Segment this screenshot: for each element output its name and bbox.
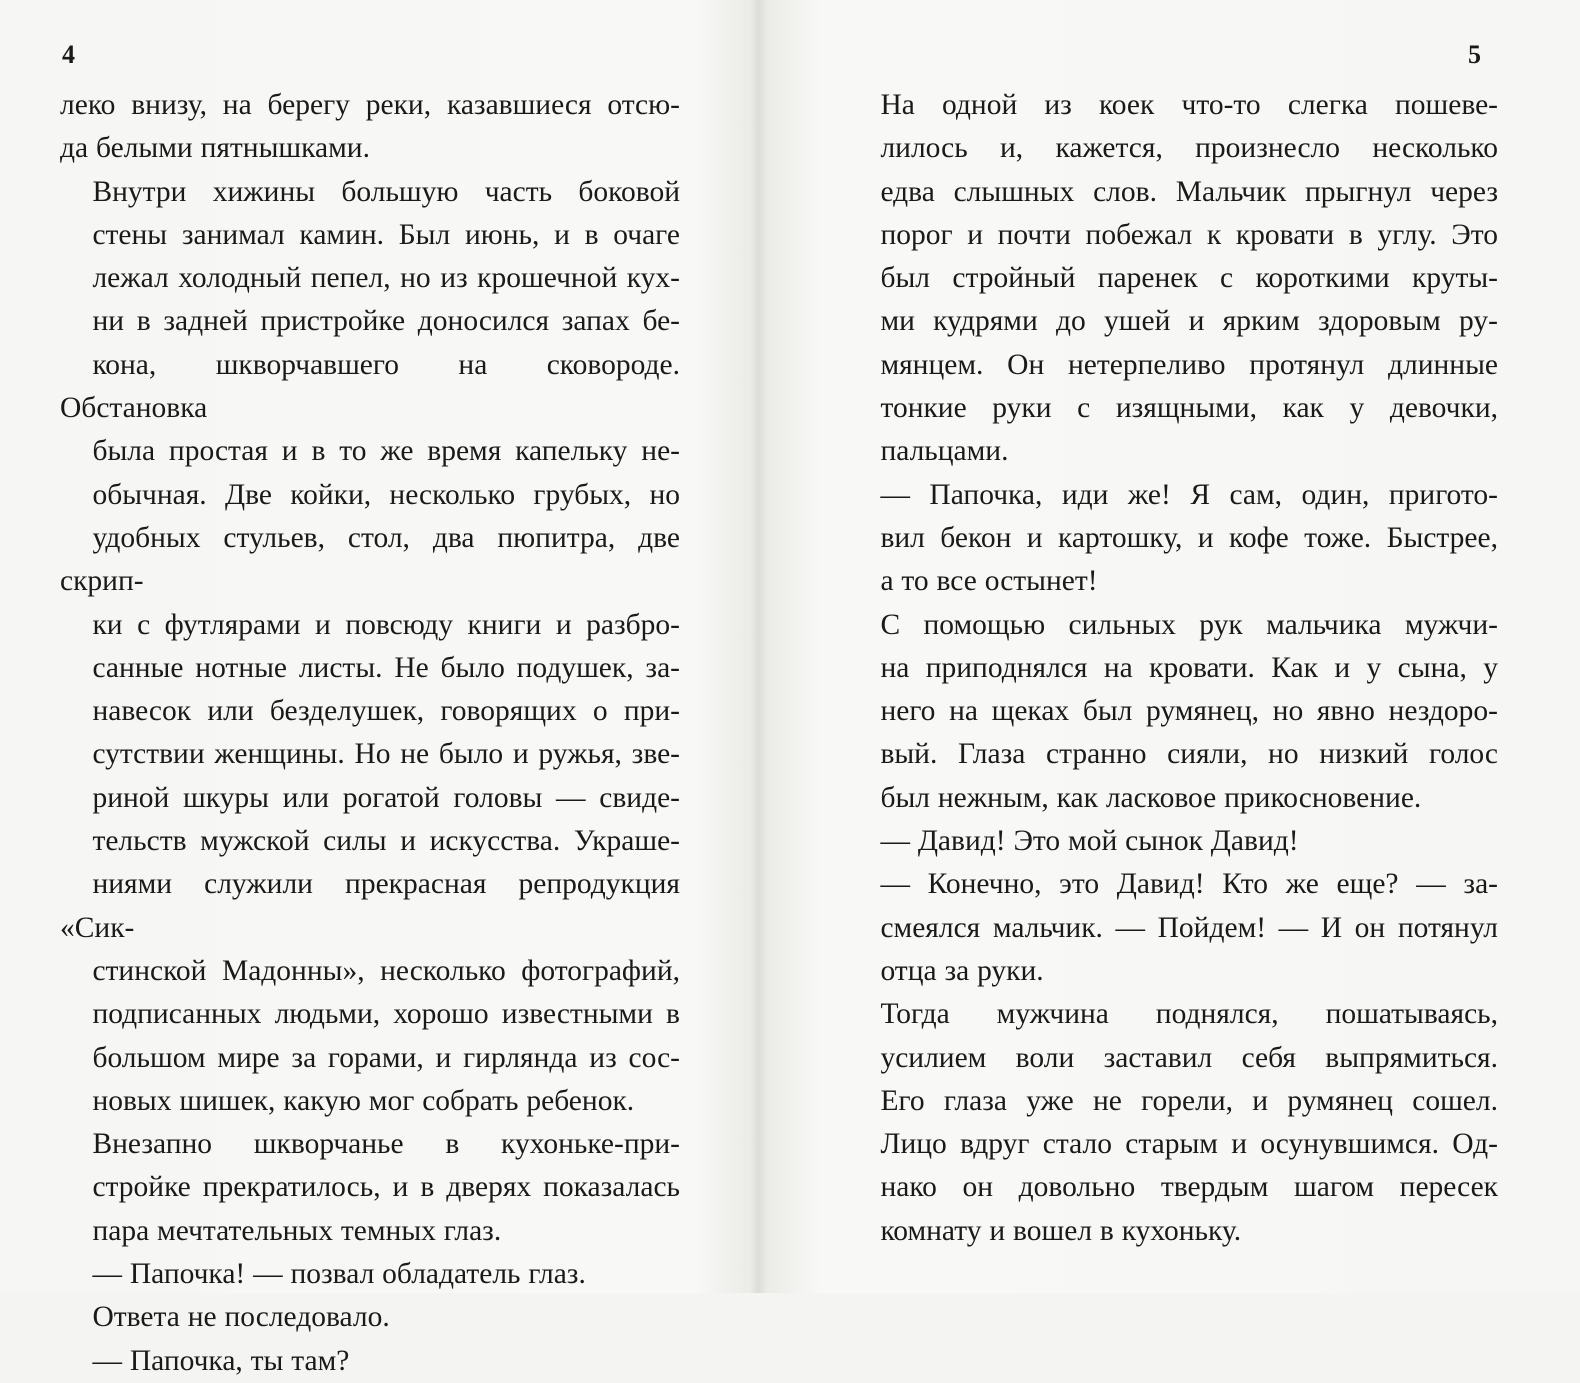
text-line: мянцем. Он нетерпеливо протянул длинные: [880, 348, 1498, 381]
text-line: лежал холодный пепел, но из крошечной кух-: [92, 262, 680, 295]
text-line: Внезапно шкворчанье в кухоньке-при-: [92, 1128, 680, 1161]
text-line: сутствии женщины. Но не было и ружья, зве-: [92, 738, 680, 771]
text-line: ни в задней пристройке доносился запах бе-: [92, 305, 680, 338]
paragraph: [848, 474, 1498, 604]
text-line: С помощью сильных рук мальчика мужчи-: [880, 608, 1498, 641]
paragraph: [848, 820, 1498, 863]
text-line: него на щеках был румянец, но явно нездоро-: [880, 695, 1498, 728]
text-line: — Конечно, это Давид! Кто же еще? — за-: [880, 868, 1498, 901]
paragraph: [848, 863, 1498, 993]
right-page: [800, 0, 1580, 1293]
paragraph: [60, 1340, 680, 1383]
text-line: а то все остынет!: [880, 565, 1098, 598]
paragraph: [60, 1123, 680, 1253]
paragraph: [848, 84, 1498, 474]
text-line: ки с футлярами и повсюду книги и разбро-: [92, 608, 680, 641]
text-line: вил бекон и картошку, и кофе тоже. Быстрее,: [880, 521, 1498, 554]
text-line: вый. Глаза странно сияли, но низкий голос: [880, 738, 1498, 771]
text-line: стены занимал камин. Был июнь, и в очаге: [92, 218, 680, 251]
text-line: был стройный паренек с короткими круты-: [880, 262, 1498, 295]
text-line: ниями служили прекрасная репродукция «Сик-: [60, 868, 680, 944]
text-line: — Папочка, ты там?: [92, 1344, 350, 1377]
text-line: новых шишек, какую мог собрать ребенок.: [92, 1084, 635, 1117]
text-line: стинской Мадонны», несколько фотографий,: [92, 954, 680, 987]
page-number: 4: [62, 40, 75, 69]
text-line: — Папочка! — позвал обладатель глаз.: [92, 1258, 586, 1291]
text-line: отца за руки.: [880, 954, 1044, 987]
text-line: удобных стульев, стол, два пюпитра, две скрип-: [60, 521, 680, 598]
text-line: едва слышных слов. Мальчик прыгнул через: [880, 175, 1498, 208]
text-line: тонкие руки с изящными, как у девочки,: [880, 392, 1498, 425]
paragraph: [60, 171, 680, 1124]
text-line: была простая и в то же время капельку не-: [92, 435, 680, 468]
text-line: леко внизу, на берегу реки, казавшиеся отсю-: [60, 89, 680, 121]
text-line: порог и почти побежал к кровати в углу. Это: [880, 218, 1498, 251]
text-line: большом мире за горами, и гирлянда из сос-: [92, 1041, 680, 1074]
text-line: Его глаза уже не горели, и румянец сошел.: [880, 1084, 1498, 1117]
text-line: комнату и вошел в кухоньку.: [880, 1214, 1242, 1247]
paragraph: [848, 604, 1498, 820]
text-line: смеялся мальчик. — Пойдем! — И он потянул: [880, 911, 1498, 944]
text-line: ми кудрями до ушей и ярким здоровым ру-: [880, 305, 1498, 338]
text-line: тельств мужской силы и искусства. Украше-: [92, 825, 680, 858]
text-line: — Папочка, иди же! Я сам, один, пригото-: [880, 478, 1498, 511]
text-line: Лицо вдруг стало старым и осунувшимся. Од-: [880, 1128, 1498, 1161]
page-text: [60, 84, 680, 1383]
text-line: навесок или безделушек, говорящих о при-: [92, 695, 680, 728]
text-line: — Давид! Это мой сынок Давид!: [880, 825, 1299, 858]
text-line: пара мечтательных темных глаз.: [92, 1214, 502, 1247]
page-text: [848, 84, 1498, 1253]
text-line: подписанных людьми, хорошо известными в: [92, 998, 680, 1031]
paragraph: [848, 993, 1498, 1253]
text-line: Ответа не последовало.: [92, 1301, 390, 1334]
text-line: Внутри хижины большую часть боковой: [92, 175, 680, 208]
text-line: санные нотные листы. Не было подушек, за-: [92, 651, 680, 684]
text-line: нако он довольно твердым шагом пересек: [880, 1171, 1498, 1204]
text-line: стройке прекратилось, и в дверях показалась: [92, 1171, 680, 1204]
text-line: Тогда мужчина поднялся, пошатываясь,: [880, 998, 1498, 1031]
left-page: [0, 0, 770, 1377]
page-number: 5: [1468, 40, 1481, 69]
paragraph: [60, 84, 680, 171]
text-line: риной шкуры или рогатой головы — свиде-: [92, 781, 680, 814]
text-line: на приподнялся на кровати. Как и у сына, у: [880, 651, 1498, 684]
text-line: На одной из коек что-то слегка пошеве-: [880, 89, 1498, 121]
text-line: лилось и, кажется, произнесло несколько: [880, 132, 1498, 165]
text-line: пальцами.: [880, 435, 1009, 468]
paragraph: [60, 1253, 680, 1296]
text-line: усилием воли заставил себя выпрямиться.: [880, 1041, 1498, 1074]
text-line: обычная. Две койки, несколько грубых, но: [92, 478, 680, 511]
text-line: кона, шкворчавшего на сковороде. Обстановка: [60, 348, 680, 425]
paragraph: [60, 1296, 680, 1339]
text-line: да белыми пятнышками.: [60, 132, 370, 165]
text-line: был нежным, как ласковое прикосновение.: [880, 781, 1422, 814]
